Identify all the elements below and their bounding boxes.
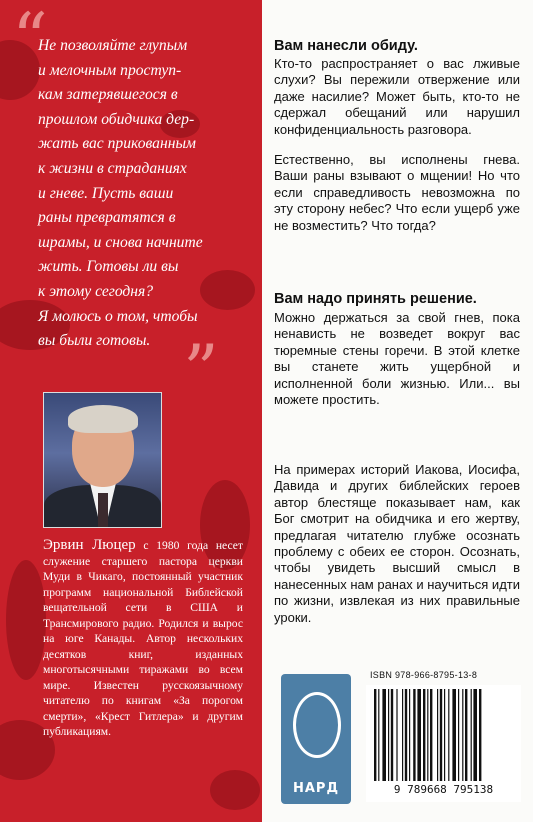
quote-line: кам затерявшегося в (38, 86, 178, 104)
author-bio-text: с 1980 года несет служение старшего пастора церкви Муди в Чикаго, постоянный участник программ национальной Библейской вещательной сети в США и Трансмирового радио. Родился и вырос на юге Канады. Автор нескольких десятков книг, изданных многотысячными тиражами во всем мире. Известен русскоязычному читателю по книгам «За порогом смерти», «Крест Гитлера» и другим публикациям. (43, 539, 243, 738)
close-quote-mark: ” (183, 330, 219, 412)
paint-splatter (210, 770, 260, 810)
author-photo (43, 392, 162, 528)
heading-hurt: Вам нанесли обиду. (274, 38, 418, 54)
barcode-icon (374, 689, 514, 781)
quote-line: прошлом обидчика дер- (38, 110, 195, 128)
author-bio (43, 538, 243, 740)
publisher-logo (281, 674, 351, 804)
quote-line: Не позволяйте глупым (38, 37, 188, 54)
quote-line: и мелочным проступ- (38, 61, 182, 79)
quote-line: к жизни в страданиях (38, 159, 187, 177)
paragraph-4: На примерах историй Иакова, Иосифа, Давида и других библейских героев автор блестяще показывает нам, как Бог смотрит на обидчика и его жертву, предлагая читателю глубже осознать проблему с обеих ее сторон. Осознать, чтобы увидеть высший смысл в нанесенных нам ранах и научиться идти по жизни, извлекая из них правильные уроки. (274, 462, 520, 625)
pull-quote (38, 34, 248, 354)
quote-line: раны превратятся в (38, 209, 176, 227)
barcode (366, 685, 521, 802)
quote-line: шрамы, и снова начните (38, 233, 203, 251)
left-red-panel (0, 0, 262, 822)
quote-line: и гневе. Пусть ваши (38, 184, 174, 202)
paragraph-3: Можно держаться за свой гнев, пока ненависть не возведет вокруг вас тюремные стены горечи. В этой клетке вы станете жить ущербной и исполненной боли жизнью. Или... вы можете простить. (274, 310, 520, 408)
heading-decision: Вам надо принять решение. (274, 291, 477, 307)
publisher-name: НАРД (292, 781, 340, 796)
quote-line: к этому сегодня? (38, 282, 154, 300)
barcode-number: 9 789668 795138 (393, 783, 494, 796)
quote-line: жать вас прикованным (38, 135, 196, 153)
quote-line: Я молюсь о том, чтобы (38, 307, 198, 325)
paragraph-2: Естественно, вы исполнены гнева. Ваши раны взывают о мщении! Но что если справедливость невозможна по эту сторону небес? Что если ущерб уже не возместить? Что тогда? (274, 152, 520, 233)
author-name: Эрвин Люцер (43, 537, 136, 553)
open-quote-mark: “ (12, 0, 48, 80)
isbn-text: ISBN 978-966-8795-13-8 (370, 670, 478, 680)
paint-splatter (6, 560, 46, 680)
logo-emblem-icon (293, 692, 341, 758)
quote-line: жить. Готовы ли вы (38, 258, 179, 276)
quote-line: вы были готовы. (38, 332, 151, 350)
paragraph-1: Кто-то распространяет о вас лживые слухи? Вы пережили отвержение или даже насилие? Может быть, кто-то не сдержал обещаний или нарушил конфиденциальность разговора. (274, 56, 520, 137)
